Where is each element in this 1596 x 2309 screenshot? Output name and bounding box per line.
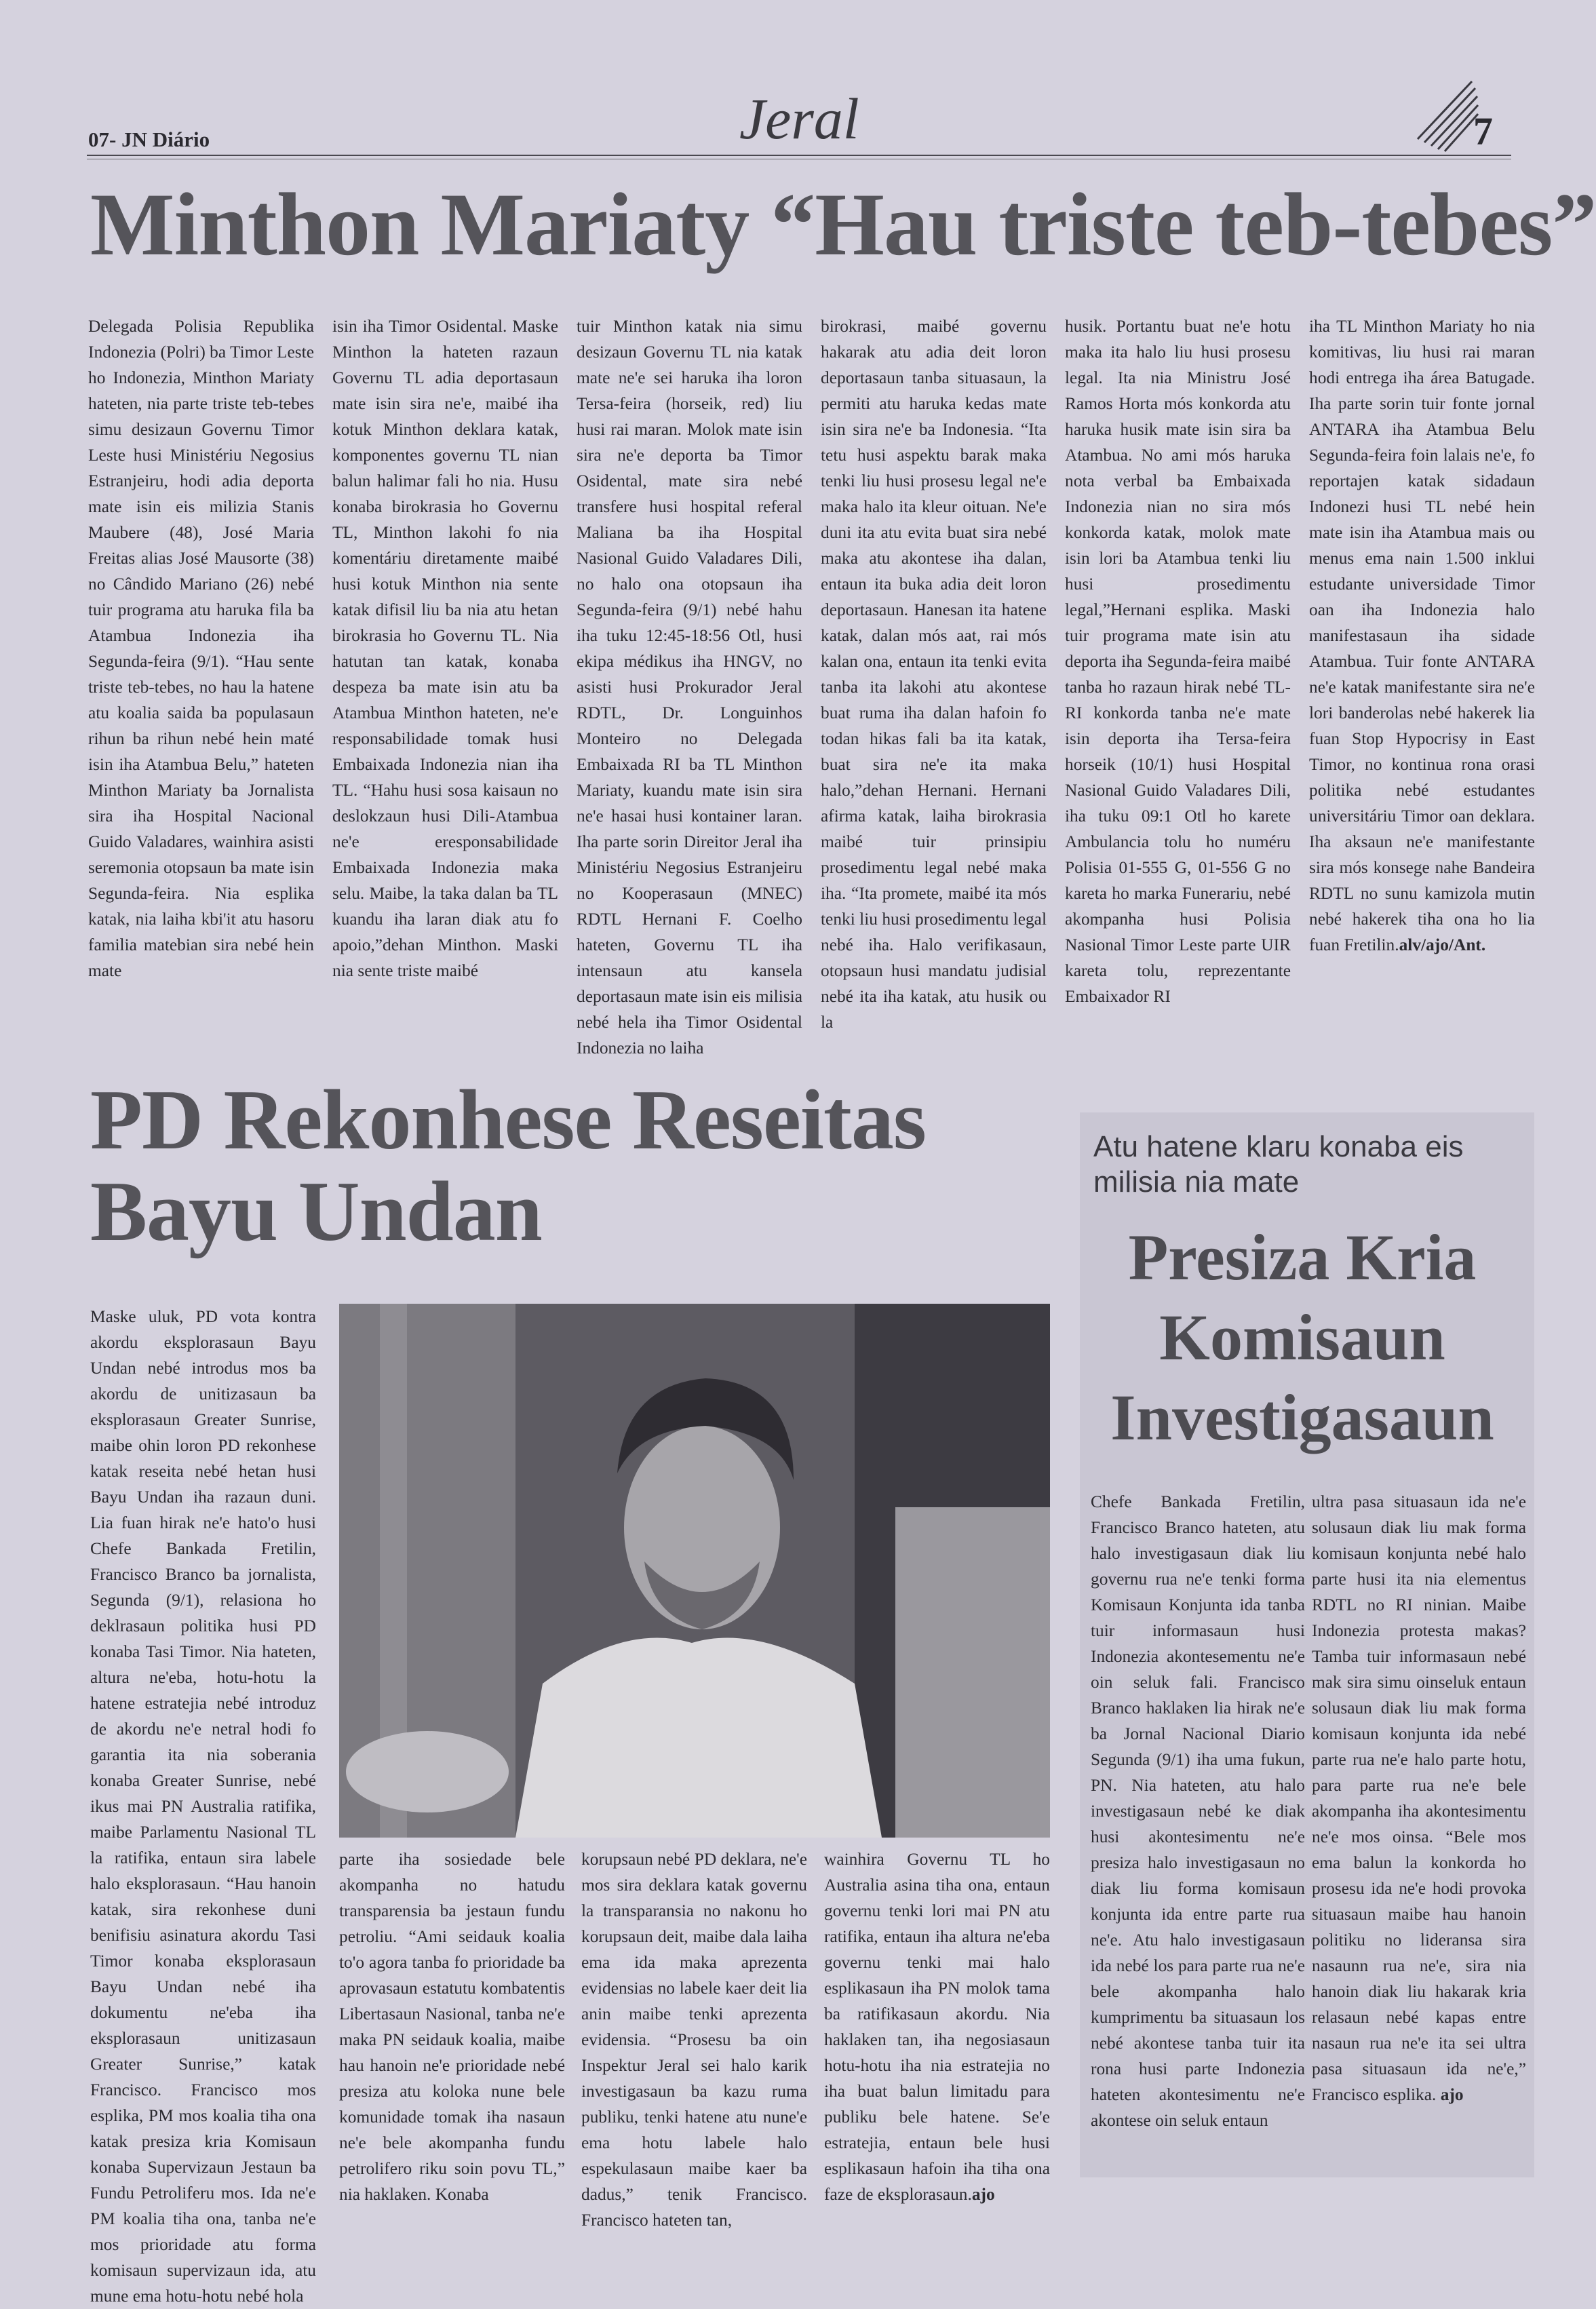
article3-credit: ajo: [1440, 2085, 1464, 2104]
article1-headline: Minthon Mariaty “Hau triste teb-tebes”: [90, 174, 1596, 274]
article2-column-1: Maske uluk, PD vota kontra akordu eksplorasaun Bayu Undan nebé introdus mos ba akordu de unitizasaun ba eksplorasaun Greater Sunrise, maibe ohin loron PD rekonhese katak reseita nebé hetan husi Bayu Undan iha razaun duni. Lia fuan hirak ne'e hato'o husi Chefe Bankada Fretilin, Francisco Branco ba jornalista, Segunda (9/1), relasiona ho deklrasaun politika husi PD konaba Tasi Timor. Nia hateten, altura ne'eba, hotu-hotu la hatene estratejia nebé introduz de akordu ne'e netral hodi fo garantia ita nia soberania konaba Greater Sunrise, nebé ikus mai PN Australia ratifika, maibe Parlamentu Nasional TL la ratifika, entaun sira labele halo eksplorasaun. “Hau hanoin katak, sira rekonhese duni benifisiu asinatura akordu Tasi Timor konaba eksplorasaun Bayu Undan nebé iha dokumentu ne'eba iha eksplorasaun unitizasaun Greater Sunrise,” katak Francisco. Francisco mos esplika, PM mos koalia tiha ona katak presiza kria Komisaun konaba Supervizaun Jestaun ba Fundu Petroliferu mos. Ida ne'e PM koalia tiha ona, tanba ne'e mos prioridade atu forma komisaun supervizaun ida, atu mune ema hotu-hotu nebé hola: [90, 1307, 316, 2306]
article1-column-3: tuir Minthon katak nia simu desizaun Governu TL nia katak mate ne'e sei haruka iha loron Tersa-feira (horseik, red) liu husi rai maran. Molok mate isin sira ne'e deporta ba Timor Osidental, mate sira nebé transfere husi hospital referal Maliana ba iha Hospital Nasional Guido Valadares Dili, no halo ona otopsaun iha Segunda-feira (9/1) nebé hahu iha tuku 12:45-18:56 Otl, husi ekipa médikus iha HNGV, no asisti husi Prokurador Jeral RDTL, Dr. Longuinhos Monteiro no Delegada Embaixada RI ba TL Minthon Mariaty, kuandu mate isin sira ne'e hasai husi kontainer laran. Iha parte sorin Direitor Jeral iha Ministériu Negosius Estranjeiru no Kooperasaun (MNEC) RDTL Hernani F. Coelho hateten, Governu TL iha intensaun atu kansela deportasaun mate isin eis milisia nebé hela iha Timor Osidental Indonezia no laiha: [577, 317, 802, 1058]
article1-column-1: Delegada Polisia Republika Indonezia (Polri) ba Timor Leste ho Indonezia, Minthon Mariaty hateten, nia parte triste teb-tebes simu desizaun Governu Timor Leste husi Ministériu Negosius Estranjeiru, hodi adia deporta mate isin eis milizia Stanis Maubere (48), José Maria Freitas alias José Mausorte (38) no Cândido Mariano (26) nebé tuir programa atu haruka fila ba Atambua Indonezia iha Segunda-feira (9/1). “Hau sente triste teb-tebes, no hau la hatene atu koalia saida ba populasaun rihun ba rihun nebé hein maté isin iha Atambua Belu,” hateten Minthon Mariaty ba Jornalista sira iha Hospital Nacional Guido Valadares, wainhira asisti seremonia otopsaun ba mate isin Segunda-feira. Nia esplika katak, nia laiha kbi'it atu hasoru familia matebian sira nebé hein mate: [88, 317, 314, 980]
article1-credit: alv/ajo/Ant.: [1399, 935, 1486, 954]
hatch-ornament-icon: [1414, 75, 1479, 153]
section-title: Jeral: [739, 86, 859, 151]
article3-headline: Presiza Kria Komisaun Investigasaun: [1110, 1221, 1494, 1454]
article2-credit: ajo: [971, 2185, 995, 2204]
article2-column-2: parte iha sosiedade bele akompanha no hatudu transparensia ba jestaun fundu petroliu. “Ami seidauk koalia to'o agora tanba fo prioridade ba aprovasaun estatutu kombatentis Libertasaun Nasional, tanba ne'e maka PN seidauk koalia, maibe hau hanoin ne'e prioridade nebé presiza atu koloka nune bele komunidade tomak iha nasaun ne'e bele akompanha fundu petrolifero riku soin povu TL,” nia haklaken. Konaba: [339, 1850, 565, 2204]
article1-column-5: husik. Portantu buat ne'e hotu maka ita halo liu husi prosesu legal. Ita nia Ministru José Ramos Horta mós konkorda atu haruka husik mate isin sira ba Atambua. No ami mós haruka nota verbal ba Embaixada Indonezia nian no sira mós konkorda katak, molok mate isin lori ba Atambua tenki liu husi prosedimentu legal,”Hernani esplika. Maski tuir programa mate isin atu deporta iha Segunda-feira maibé tanba ho razaun hirak nebé TL-RI konkorda tanba ne'e mate isin deporta iha Tersa-feira horseik (10/1) husi Hospital Nasional Guido Valadares Dili, iha tuku 09:1 Otl ho karete Ambulancia tolu ho numéru Polisia 01-555 G, 01-556 G no kareta ho marka Funerariu, nebé akompanha husi Polisia Nasional Timor Leste parte UIR kareta tolu, reprezentante Embaixador RI: [1065, 317, 1291, 1006]
header-rule: [87, 155, 1511, 156]
article3-column-2: ultra pasa situasaun ida ne'e solusaun diak liu mak forma komisaun konjunta nebé halo parte husi ita nia elementus RDTL no RI ninian. Maibe Indonezia protesta makas? Tamba tuir informasaun nebé mak sira simu oinseluk entaun solusaun diak liu mak forma komisaun konjunta ida nebé parte rua ne'e halo parte hotu, para parte rua ne'e bele akompanha iha akontesimentu ne'e mos oinsa. “Bele mos ema balun la konkorda ho prosesu ida ne'e hodi provoka situasaun maibe hau hanoin politiku no lideransa sira nasaunn rua ne'e, sira nia hanoin diak liu hakarak kria relasaun nebé kapas entre nasaun rua ne'e ita sei ultra pasa situasaun ida ne'e,” Francisco esplika. ajo: [1312, 1492, 1526, 2104]
article2-headline: PD Rekonhese Reseitas Bayu Undan: [90, 1073, 926, 1259]
article1-column-4: birokrasi, maibé governu hakarak atu adia deit loron deportasaun tanba situasaun, la permiti atu haruka kedas mate isin sira ne'e ba Indonesia. “Ita tetu husi aspektu barak maka tenki liu husi prosesu legal ne'e maka halo ita kleur oituan. Ne'e duni ita atu evita buat sira nebé maka atu akontese iha dalan, entaun ita buka adia deit loron deportasaun. Hanesan ita hatene katak, dalan mós aat, rai mós kalan ona, entaun ita tenki evita tanba ita lakohi atu akontese buat ruma iha dalan hafoin fo todan hikas fali ba ita katak, buat sira ne'e ita maka halo,”dehan Hernani. Hernani afirma katak, laiha birokrasia maibé tuir prinsipiu prosedimentu legal nebé maka iha. “Ita promete, maibé ita mós tenki liu husi prosedimentu legal nebé iha. Halo verifikasaun, otopsaun husi mandatu judisial nebé ita iha katak, atu husik ou la: [821, 317, 1047, 1032]
article1-column-2: isin iha Timor Osidental. Maske Minthon la hateten razaun Governu TL adia deportasaun mate isin sira ne'e, maibé iha kotuk Minthon deklara katak, komponentes governu TL nian balun halimar fali ho nia. Husu konaba birokrasia ho Governu TL, Minthon lakohi fo nia komentáriu diretamente maibé husi kotuk Minthon nia sente katak difisil liu ba nia atu hetan birokrasia ho Governu TL. Nia hatutan tan katak, konaba despeza ba mate isin atu ba Atambua Minthon hateten, ne'e responsabilidade tomak husi Embaixada Indonezia nian iha TL. “Hahu husi sosa kaisaun no deslokzaun husi Dili-Atambua ne'e eresponsabilidade Embaixada Indonezia maka selu. Maibe, la taka dalan ba TL kuandu iha laran diak atu fo apoio,”dehan Minthon. Maski nia sente triste maibé: [332, 317, 558, 980]
article2-column-4: wainhira Governu TL ho Australia asina tiha ona, entaun governu tenki lori mai PN atu ratifika, entaun iha altura ne'eba governu tenki mai halo esplikasaun iha PN molok tama ba ratifikasaun akordu. Nia haklaken tan, iha negosiasaun hotu-hotu iha nia estratejia no iha buat balun limitadu para publiku bele hatene. Se'e estratejia, entaun bele husi esplikasaun hafoin iha tiha ona faze de eksplorasaun.ajo: [824, 1850, 1050, 2204]
article1-column-6: iha TL Minthon Mariaty ho nia komitivas, liu husi rai maran hodi entrega iha área Batugade. Iha parte sorin tuir fonte jornal ANTARA iha Atambua Belu Segunda-feira foin lalais ne'e, fo reportajen katak sidadaun Indonezi husi TL nebé hein mate isin iha Atambua mais ou menus ema nain 1.500 inklui estudante universidade Timor oan iha Indonezia halo manifestasaun iha sidade Atambua. Tuir fonte ANTARA ne'e katak manifestante sira ne'e lori banderolas nebé hakerek lia fuan Stop Hypocrisy in East Timor, no kontinua rona orasi politika nebé estudantes universitáriu Timor oan deklara. Iha aksaun ne'e manifestante sira mós konsege nahe Bandeira RDTL no sunu kamizola mutin nebé hakerek tiha ona ho lia fuan Fretilin.alv/ajo/Ant.: [1309, 317, 1535, 954]
page-number: 7: [1473, 109, 1493, 153]
article3-kicker: Atu hatene klaru konaba eis milisia nia mate: [1093, 1130, 1464, 1199]
article3-column-1: Chefe Bankada Fretilin, Francisco Branco hateten, atu halo investigasaun diak liu governu rua ne'e tenki forma Komisaun Konjunta ida tanba tuir informasaun husi Indonezia akontesementu ne'e oin seluk fali. Francisco Branco haklaken lia hirak ne'e ba Jornal Nacional Diario Segunda (9/1) iha uma fukun, PN. Nia hateten, atu halo investigasaun nebé ke diak husi akontesimentu ne'e presiza halo investigasaun no diak liu forma komisaun konjunta ida entre parte rua ne'e. Atu halo investigasaun ida nebé los para parte rua ne'e bele akompanha halo kumprimentu ba situasaun los nebé akontese tanba tuir ita rona husi parte Indonezia hateten akontesimentu ne'e akontese oin seluk entaun: [1091, 1492, 1305, 2130]
article2-column-3: korupsaun nebé PD deklara, ne'e mos sira deklara katak governu la transparansia no nakonu ho korupsaun deit, maibe dala laiha ema ida maka aprezenta evidensias no labele kaer deit lia anin maibe tenki aprezenta evidensia. “Prosesu ba oin Inspektur Jeral sei halo karik investigasaun ba kazu ruma publiku, tenki hatene atu nune'e ema hotu labele halo espekulasaun maibe kaer ba dadus,” tenik Francisco. Francisco hateten tan,: [581, 1850, 807, 2230]
photo-francisco-branco: [339, 1304, 1050, 1838]
paper-page-label: 07- JN Diário: [88, 128, 210, 151]
